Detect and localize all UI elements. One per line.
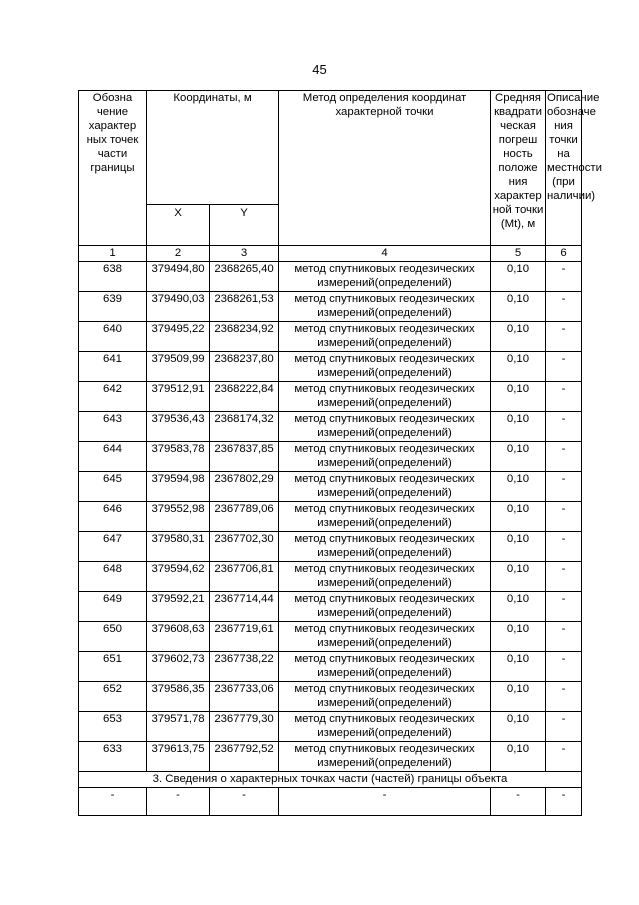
header-method: Метод определения координат характерной точки (279, 91, 491, 246)
header-y: Y (210, 205, 279, 246)
x-coordinate-cell: 379613,75 (147, 742, 210, 772)
data-body (79, 262, 582, 772)
column-number-row (79, 246, 582, 262)
y-coordinate-cell: 2367702,30 (210, 532, 279, 562)
point-number-cell: 638 (79, 262, 147, 292)
y-coordinate-cell: 2368265,40 (210, 262, 279, 292)
empty-cell: - (491, 788, 546, 816)
method-cell: метод спутниковых геодезических измерений(определений) (279, 382, 491, 412)
page-number: 45 (312, 62, 327, 77)
method-cell: метод спутниковых геодезических измерений(определений) (279, 712, 491, 742)
table-row (79, 322, 582, 352)
description-cell: - (546, 412, 582, 442)
column-number: 3 (210, 246, 279, 262)
accuracy-cell: 0,10 (491, 742, 546, 772)
column-number: 2 (147, 246, 210, 262)
method-cell: метод спутниковых геодезических измерений(определений) (279, 442, 491, 472)
description-cell: - (546, 682, 582, 712)
accuracy-cell: 0,10 (491, 532, 546, 562)
method-cell: метод спутниковых геодезических измерений(определений) (279, 262, 491, 292)
x-coordinate-cell: 379509,99 (147, 352, 210, 382)
table-row (79, 712, 582, 742)
description-cell: - (546, 292, 582, 322)
accuracy-cell: 0,10 (491, 382, 546, 412)
description-cell: - (546, 592, 582, 622)
section-row (79, 772, 582, 788)
header-coordinates: Координаты, м (147, 91, 279, 205)
empty-cell: - (147, 788, 210, 816)
column-number: 4 (279, 246, 491, 262)
y-coordinate-cell: 2367738,22 (210, 652, 279, 682)
point-number-cell: 643 (79, 412, 147, 442)
point-number-cell: 652 (79, 682, 147, 712)
table-row (79, 502, 582, 532)
method-cell: метод спутниковых геодезических измерений(определений) (279, 412, 491, 442)
method-cell: метод спутниковых геодезических измерений(определений) (279, 592, 491, 622)
y-coordinate-cell: 2368234,92 (210, 322, 279, 352)
description-cell: - (546, 532, 582, 562)
method-cell: метод спутниковых геодезических измерений(определений) (279, 472, 491, 502)
y-coordinate-cell: 2367789,06 (210, 502, 279, 532)
table-row (79, 352, 582, 382)
column-number: 5 (491, 246, 546, 262)
method-cell: метод спутниковых геодезических измерений(определений) (279, 652, 491, 682)
point-number-cell: 639 (79, 292, 147, 322)
header-point-designation: Обозна чение характер ных точек части границы (79, 91, 147, 246)
header-accuracy: Средняя квадрати ческая погреш ность положе ния характер ной точки (Mt), м (491, 91, 546, 246)
point-number-cell: 653 (79, 712, 147, 742)
empty-cell: - (279, 788, 491, 816)
point-number-cell: 644 (79, 442, 147, 472)
accuracy-cell: 0,10 (491, 562, 546, 592)
method-cell: метод спутниковых геодезических измерений(определений) (279, 622, 491, 652)
y-coordinate-cell: 2367714,44 (210, 592, 279, 622)
description-cell: - (546, 442, 582, 472)
x-coordinate-cell: 379592,21 (147, 592, 210, 622)
table-row (79, 742, 582, 772)
point-number-cell: 645 (79, 472, 147, 502)
accuracy-cell: 0,10 (491, 262, 546, 292)
y-coordinate-cell: 2368222,84 (210, 382, 279, 412)
point-number-cell: 650 (79, 622, 147, 652)
point-number-cell: 642 (79, 382, 147, 412)
method-cell: метод спутниковых геодезических измерений(определений) (279, 742, 491, 772)
accuracy-cell: 0,10 (491, 352, 546, 382)
accuracy-cell: 0,10 (491, 322, 546, 352)
point-number-cell: 647 (79, 532, 147, 562)
table-row (79, 562, 582, 592)
description-cell: - (546, 262, 582, 292)
y-coordinate-cell: 2367706,81 (210, 562, 279, 592)
header-row (79, 91, 582, 205)
x-coordinate-cell: 379494,80 (147, 262, 210, 292)
table-row (79, 592, 582, 622)
empty-cell: - (210, 788, 279, 816)
table-row (79, 262, 582, 292)
accuracy-cell: 0,10 (491, 652, 546, 682)
y-coordinate-cell: 2367733,06 (210, 682, 279, 712)
x-coordinate-cell: 379512,91 (147, 382, 210, 412)
point-number-cell: 651 (79, 652, 147, 682)
x-coordinate-cell: 379594,62 (147, 562, 210, 592)
description-cell: - (546, 742, 582, 772)
point-number-cell: 649 (79, 592, 147, 622)
accuracy-cell: 0,10 (491, 292, 546, 322)
point-number-cell: 648 (79, 562, 147, 592)
table-row (79, 442, 582, 472)
y-coordinate-cell: 2367802,29 (210, 472, 279, 502)
accuracy-cell: 0,10 (491, 622, 546, 652)
x-coordinate-cell: 379495,22 (147, 322, 210, 352)
y-coordinate-cell: 2367837,85 (210, 442, 279, 472)
empty-cell: - (79, 788, 147, 816)
method-cell: метод спутниковых геодезических измерений(определений) (279, 322, 491, 352)
accuracy-cell: 0,10 (491, 472, 546, 502)
method-cell: метод спутниковых геодезических измерений(определений) (279, 292, 491, 322)
method-cell: метод спутниковых геодезических измерений(определений) (279, 682, 491, 712)
method-cell: метод спутниковых геодезических измерений(определений) (279, 532, 491, 562)
accuracy-cell: 0,10 (491, 502, 546, 532)
column-number: 1 (79, 246, 147, 262)
y-coordinate-cell: 2368261,53 (210, 292, 279, 322)
point-number-cell: 633 (79, 742, 147, 772)
description-cell: - (546, 622, 582, 652)
x-coordinate-cell: 379583,78 (147, 442, 210, 472)
x-coordinate-cell: 379536,43 (147, 412, 210, 442)
method-cell: метод спутниковых геодезических измерений(определений) (279, 562, 491, 592)
point-number-cell: 646 (79, 502, 147, 532)
section-title: 3. Сведения о характерных точках части (частей) границы объекта (79, 772, 582, 788)
x-coordinate-cell: 379552,98 (147, 502, 210, 532)
description-cell: - (546, 502, 582, 532)
y-coordinate-cell: 2368174,32 (210, 412, 279, 442)
description-cell: - (546, 562, 582, 592)
method-cell: метод спутниковых геодезических измерений(определений) (279, 502, 491, 532)
table-row (79, 412, 582, 442)
table-row (79, 292, 582, 322)
accuracy-cell: 0,10 (491, 712, 546, 742)
table-row (79, 382, 582, 412)
accuracy-cell: 0,10 (491, 442, 546, 472)
y-coordinate-cell: 2367792,52 (210, 742, 279, 772)
empty-cell: - (546, 788, 582, 816)
description-cell: - (546, 472, 582, 502)
method-cell: метод спутниковых геодезических измерений(определений) (279, 352, 491, 382)
y-coordinate-cell: 2368237,80 (210, 352, 279, 382)
description-cell: - (546, 352, 582, 382)
x-coordinate-cell: 379586,35 (147, 682, 210, 712)
y-coordinate-cell: 2367779,30 (210, 712, 279, 742)
y-coordinate-cell: 2367719,61 (210, 622, 279, 652)
accuracy-cell: 0,10 (491, 682, 546, 712)
accuracy-cell: 0,10 (491, 592, 546, 622)
table-row (79, 682, 582, 712)
x-coordinate-cell: 379594,98 (147, 472, 210, 502)
header-x: X (147, 205, 210, 246)
x-coordinate-cell: 379580,31 (147, 532, 210, 562)
description-cell: - (546, 712, 582, 742)
x-coordinate-cell: 379490,03 (147, 292, 210, 322)
table-row (79, 652, 582, 682)
header-description: Описание обозначе ния точки на местности (при наличии) (546, 91, 582, 246)
point-number-cell: 641 (79, 352, 147, 382)
accuracy-cell: 0,10 (491, 412, 546, 442)
boundary-points-table (78, 90, 602, 816)
empty-row (79, 788, 582, 816)
description-cell: - (546, 322, 582, 352)
x-coordinate-cell: 379602,73 (147, 652, 210, 682)
description-cell: - (546, 382, 582, 412)
description-cell: - (546, 652, 582, 682)
table-row (79, 532, 582, 562)
column-number: 6 (546, 246, 582, 262)
table-row (79, 622, 582, 652)
x-coordinate-cell: 379608,63 (147, 622, 210, 652)
point-number-cell: 640 (79, 322, 147, 352)
table-row (79, 472, 582, 502)
x-coordinate-cell: 379571,78 (147, 712, 210, 742)
